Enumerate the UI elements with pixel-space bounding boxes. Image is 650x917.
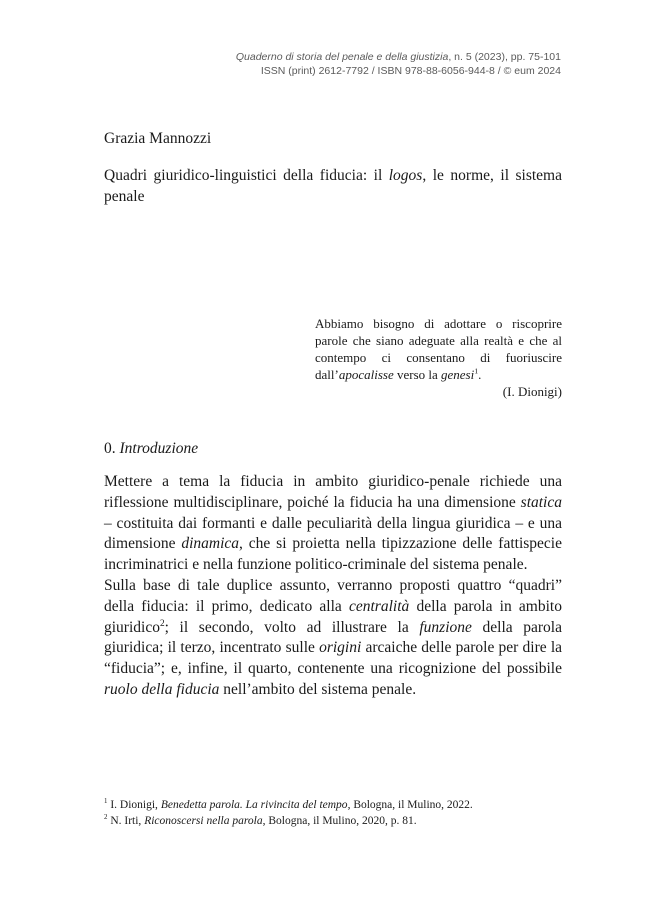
text-run: , Bologna, il Mulino, 2022. [347, 799, 473, 811]
epigraph [315, 315, 562, 400]
journal-name: Quaderno di storia del penale e della giustizia [235, 51, 449, 63]
section-number: 0. [104, 440, 116, 457]
epigraph-attribution: (I. Dionigi) [502, 384, 562, 399]
epigraph-italic: apocalisse [338, 367, 394, 382]
article-author: Grazia Mannozzi [104, 130, 212, 147]
italic-run: origini [319, 639, 362, 657]
header-line-2: ISSN (print) 2612-7792 / ISBN 978-88-6056-944-8 / © eum 2024 [260, 65, 561, 77]
text-run: nell’ambito del sistema penale. [219, 680, 417, 698]
text-run: Sulla base di tale duplice assunto, verranno proposti quattro “quadri” della fiducia: il primo, dedicato alla [104, 576, 562, 615]
section-heading [104, 439, 198, 459]
header-line-1 [161, 50, 561, 64]
epigraph-text: Abbiamo bisogno di adottare o riscoprire parole che siano adeguate alla realtà e che al contempo ci consentano di fuoriuscire dall’ [315, 316, 562, 382]
paragraph [104, 576, 562, 701]
journal-issue: , n. 5 (2023), pp. 75-101 [448, 51, 561, 63]
footnote-ref[interactable]: 2 [159, 618, 165, 629]
article-title [104, 165, 562, 207]
italic-run: dinamica [181, 535, 240, 553]
text-run: della parola giuridica; il terzo, incentrato sulle [104, 618, 562, 657]
epigraph-italic: genesi [441, 367, 475, 382]
text-run: N. Irti, [107, 815, 145, 827]
italic-run: centralità [348, 597, 410, 615]
text-run: arcaiche delle parole per dire la “fiducia”; e, infine, il quarto, contenente una ricognizione del possibile [104, 639, 563, 678]
italic-run: ruolo della fiducia [104, 680, 220, 698]
footnote-number: 2 [104, 814, 108, 822]
text-run: ; il secondo, volto ad illustrare la [164, 618, 420, 636]
footnote-number: 1 [104, 798, 108, 806]
footnote [104, 797, 562, 813]
epigraph-text: verso la [393, 367, 442, 382]
italic-run: Riconoscersi nella parola [144, 815, 263, 827]
epigraph-text: . [478, 367, 482, 382]
title-text: Quadri giuridico-linguistici della fiducia: il [104, 167, 389, 184]
footnotes [104, 797, 562, 829]
title-italic: logos [388, 167, 423, 184]
section-name: Introduzione [119, 440, 199, 457]
running-header [161, 50, 561, 78]
text-run: , Bologna, il Mulino, 2020, p. 81. [262, 815, 417, 827]
text-run: – costituita dai formanti e dalle peculiarità della lingua giuridica – e una dimensione [104, 514, 562, 553]
text-run: della parola in ambito giuridico [104, 597, 562, 636]
footnote [104, 813, 562, 829]
text-run: Mettere a tema la fiducia in ambito giuridico-penale richiede una riflessione multidisciplinare, poiché la fiducia ha una dimensione [104, 473, 562, 511]
footnote-ref[interactable]: 1 [474, 366, 479, 376]
title-text-end: , le norme, il sistema penale [104, 167, 562, 205]
paragraph [104, 472, 562, 576]
text-run: I. Dionigi, [107, 799, 161, 811]
epigraph-quote [315, 315, 562, 383]
italic-run: statica [520, 493, 562, 511]
text-run: , che si proietta nella tipizzazione delle fattispecie incriminatrici e nella funzione politico-criminale del sistema penale. [104, 535, 562, 574]
body-text [104, 472, 562, 701]
italic-run: Benedetta parola. La rivincita del tempo [160, 799, 348, 811]
italic-run: funzione [419, 618, 472, 636]
